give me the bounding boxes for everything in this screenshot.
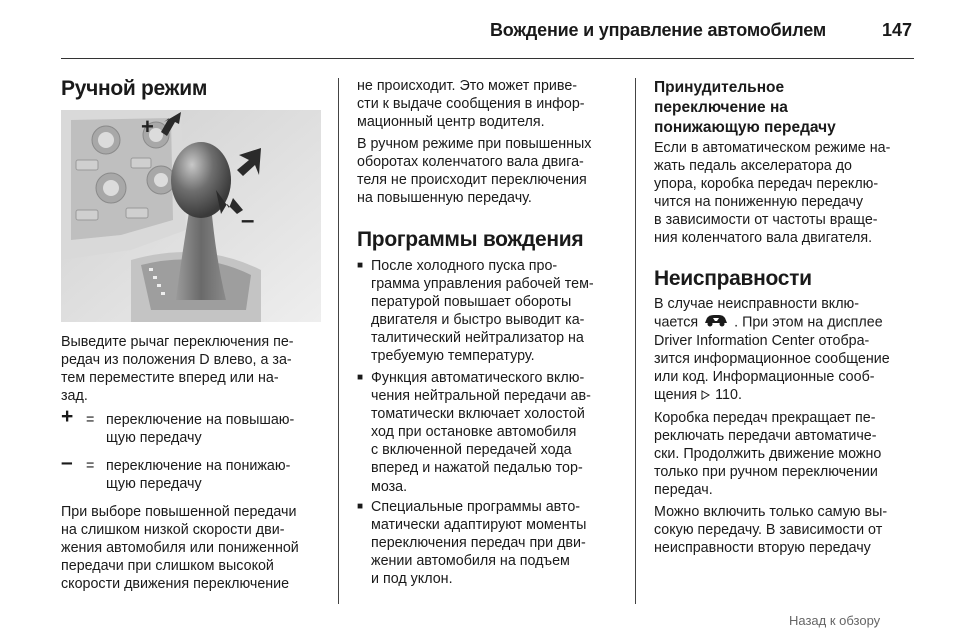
bullet-text: Специальные программы авто- матически адаптируют моменты переключения передач при дви- жении автомобиля на подъем и под уклон. xyxy=(371,499,587,588)
faults-heading: Неисправности xyxy=(654,267,812,290)
bullet-item xyxy=(357,498,632,590)
bullet-text: Функция автоматического вклю- чения нейтральной передачи ав- томатически включает холостой ход при остановке автомобиля с включенной передачей хода вперед и нажатой педалью тор- моза. xyxy=(371,370,591,495)
shift-restriction-paragraph: При выборе повышенной передачи на слишком низкой скорости дви- жения автомобиля или пониженной передачи при слишком высокой скорости движения переключение xyxy=(61,504,299,593)
legend-equals: = xyxy=(86,412,95,428)
bullet-item xyxy=(357,369,632,497)
legend-downshift-text: переключение на понижаю- щую передачу xyxy=(106,458,291,493)
svg-text:+: + xyxy=(141,114,154,139)
fault-line-2-end: . При этом на дисплее xyxy=(734,314,883,331)
legend-upshift-text: переключение на повышаю- щую передачу xyxy=(106,412,295,447)
fault-line-1: В случае неисправности вклю- xyxy=(654,296,860,312)
kickdown-heading: Принудительное переключение на понижающую передачу xyxy=(654,79,836,136)
page-reference-icon xyxy=(701,387,711,405)
legend-equals: = xyxy=(86,458,95,474)
bullet-item xyxy=(357,257,632,367)
running-header-title: Вождение и управление автомобилем xyxy=(490,20,826,40)
fault-page-reference[interactable]: 110. xyxy=(715,387,742,404)
driving-programs-heading: Программы вождения xyxy=(357,228,584,251)
bullet-square-icon: ■ xyxy=(357,260,364,271)
gear-lever-photo xyxy=(61,110,321,322)
bullet-square-icon: ■ xyxy=(357,372,364,383)
high-rpm-paragraph: В ручном режиме при повышенных оборотах коленчатого вала двига- теля не происходит переключения на повышенную передачу. xyxy=(357,136,592,207)
transmission-stops-paragraph: Коробка передач прекращает пе- реключать передачи автоматиче- ски. Продолжить движение можно только при ручном переключении передач. xyxy=(654,410,882,499)
legend-downshift xyxy=(61,451,331,497)
plus-symbol: + xyxy=(61,405,74,428)
bullet-square-icon: ■ xyxy=(357,501,364,512)
highest-gear-paragraph: Можно включить только самую вы- сокую передачу. В зависимости от неисправности вторую передачу xyxy=(654,504,888,557)
bullet-text: После холодного пуска про- грамма управления рабочей тем- пературой повышает обороты двигателя и быстро выводит ка- талитический нейтрализатор на требуемую температуру. xyxy=(371,258,594,365)
manual-mode-heading: Ручной режим xyxy=(61,77,208,100)
header-rule xyxy=(61,58,914,59)
manual-mode-intro: Выведите рычаг переключения пе- редач из положения D влево, а за- тем переместите вперед или на- зад. xyxy=(61,334,294,405)
minus-symbol: – xyxy=(61,451,73,474)
kickdown-paragraph: Если в автоматическом режиме на- жать педаль акселератора до упора, коробка передач переклю- чится на пониженную передачу в зависимости от частоты враще- ния коленчатого вала двигателя. xyxy=(654,140,891,247)
column-divider-2 xyxy=(635,78,636,604)
fault-paragraph xyxy=(654,295,924,405)
fault-line-2 xyxy=(654,313,924,332)
legend-upshift xyxy=(61,405,331,451)
car-wrench-warning-icon xyxy=(702,313,730,332)
svg-text:–: – xyxy=(241,207,255,234)
fault-rest-text: Driver Information Center отобра- зится информационное сообщение или код. Информационные сооб- щения xyxy=(654,333,890,404)
page-number: 147 xyxy=(882,20,913,40)
continued-paragraph: не происходит. Это может приве- сти к выдаче сообщения в инфор- мационный центр водителя. xyxy=(357,78,585,131)
column-divider-1 xyxy=(338,78,339,604)
back-to-overview-link[interactable]: Назад к обзору xyxy=(789,613,881,628)
fault-line-2-start: чается xyxy=(654,314,699,331)
